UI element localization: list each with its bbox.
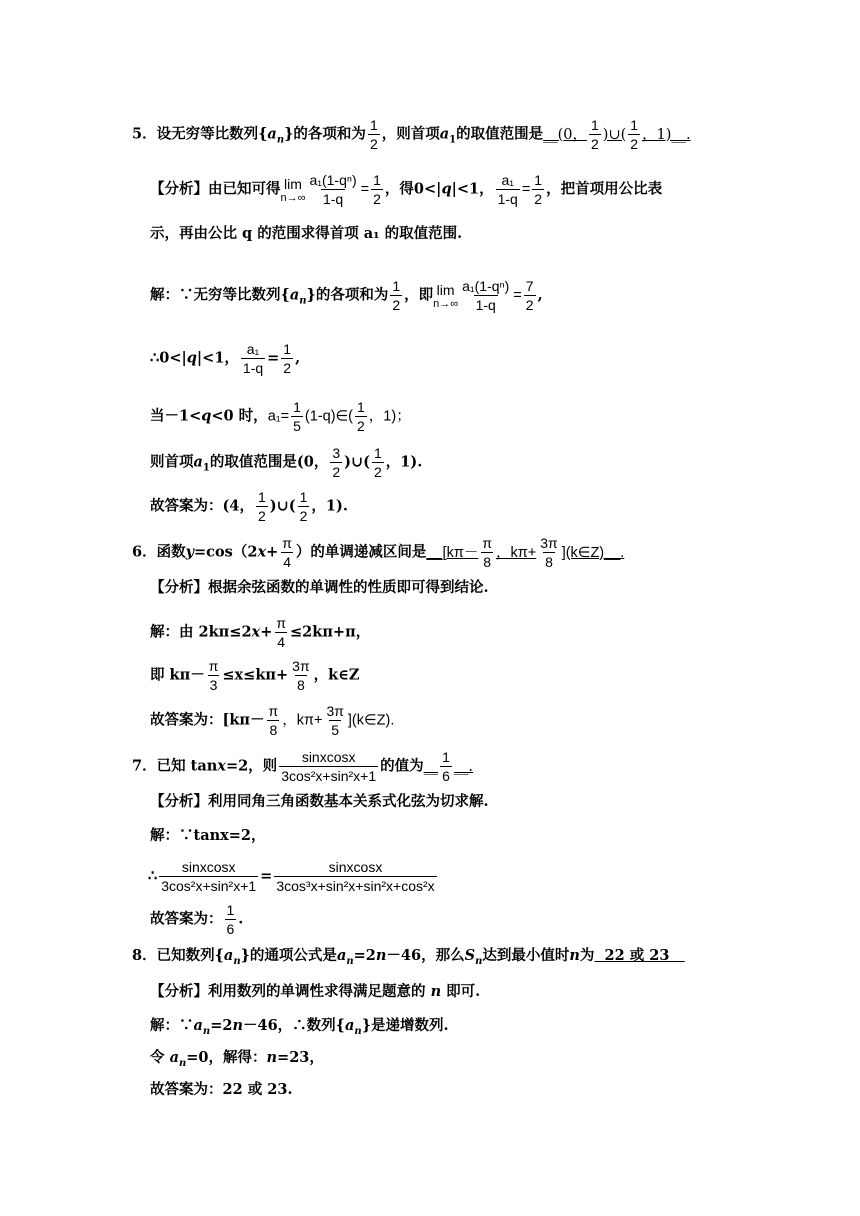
q5-solution-2: ∴0<|q|<1， $\frac{\text{a₁}}{1-q}$ = $\frac{1}{2}$ ,: [150, 341, 301, 376]
q5-analysis-cont: 示，再由公比 q 的范围求得首项 a₁ 的取值范围.: [150, 225, 463, 242]
q8-final-answer: 故答案为：22 或 23.: [150, 1081, 293, 1098]
q5-final-answer: 故答案为：(4， $\frac{1}{2}$ )∪( $\frac{1}{2}$ ，1).: [150, 489, 348, 524]
q6-solution-2: 即 kπ－ $\frac{\pi}{3}$ ≤x≤kπ+ $\frac{3\pi}{8}$ ，k∈Z: [150, 658, 360, 693]
q5-solution-4: 则首项$a_1$的取值范围是(0， $\frac{3}{2}$ )∪( $\frac{1}{2}$ ，1).: [150, 445, 423, 480]
q8-solution-1: 解：$\because a_n=2n-46$，∴数列$\{a_n\}$是递增数列.: [150, 1017, 449, 1037]
q7-final-answer: 故答案为： $\frac{1}{6}$ .: [150, 902, 244, 937]
q5-solution-3: 当－1<q<0 时，a₁= $\frac{1}{5}$ (1-q)∈( $\frac{1}{2}$ ，1)；: [150, 399, 411, 434]
q5-stem: 5．设无穷等比数列$\{a_n\}$的各项和为 $\frac{1}{2}$ ，则首项$a_1$的取值范围是__(0， $\frac{1}{2}$ )∪( $\frac{1}{2}$ ，1)__.: [132, 117, 691, 152]
q7-analysis: 【分析】利用同角三角函数基本关系式化弦为切求解.: [150, 793, 489, 810]
q6-solution-1: 解：由 2kπ≤2x+ $\frac{\pi}{4}$ ≤2kπ+π，: [150, 615, 371, 650]
q8-stem: 8．已知数列$\{a_n\}$的通项公式是$a_n=2n-46$，那么$S_n$达到最小值时n为 22 或 23: [132, 947, 685, 967]
q5-analysis: 【分析】由已知可得 lim n→∞ $\frac{\text{a₁(1-qⁿ)}}{1-q}$ = $\frac{1}{2}$ ，得0<|q|<1， $\frac{\text{a₁}}{1-q}$ = $\frac{1}{2}$ ，把首项用公比表: [150, 172, 663, 207]
q8-analysis: 【分析】利用数列的单调性求得满足题意的 n 即可.: [150, 983, 481, 1000]
q7-answer: __ $\frac{1}{6}$ __.: [423, 749, 474, 784]
q6-stem: 6．函数y=cos（2x+ $\frac{\pi}{4}$ ）的单调递减区间是__[kπ－ $\frac{\pi}{8}$ ，kπ+ $\frac{3\pi}{8}$ ](k∈Z)__.: [132, 535, 625, 571]
q6-analysis: 【分析】根据余弦函数的单调性的性质即可得到结论.: [150, 579, 489, 596]
q8-solution-2: 令 $a_n=0$，解得：n=23，: [150, 1049, 324, 1069]
q7-solution-1: 解：∵tanx=2，: [150, 827, 266, 844]
q6-final-answer: 故答案为：[kπ－ $\frac{\pi}{8}$ ，kπ+ $\frac{3\pi}{5}$ ](k∈Z).: [150, 703, 395, 738]
q5-answer: __(0， $\frac{1}{2}$ )∪( $\frac{1}{2}$ ，1)__.: [543, 117, 691, 152]
q6-answer: __[kπ－ $\frac{\pi}{8}$ ，kπ+ $\frac{3\pi}{8}$ ](k∈Z)__.: [426, 535, 625, 571]
q5-solution-1: 解：∵无穷等比数列$\{a_n\}$的各项和为 $\frac{1}{2}$ ，即 lim n→∞ $\frac{\text{a₁(1-qⁿ)}}{1-q}$ = $\frac{7}{2}$ ,: [150, 278, 543, 313]
q7-solution-2: ∴ $\frac{\text{sinxcosx}}{\text{3cos²x+sin²x+1}}$ = $\frac{\text{sinxcosx}}{\text{3cos³x+sin²x+sin²x+cos²x}}$: [148, 859, 435, 894]
q8-answer: 22 或 23: [594, 947, 685, 964]
q7-stem: 7．已知 tanx=2，则 $\frac{\text{sinxcosx}}{\text{3cos²x+sin²x+1}}$ 的值为__ $\frac{1}{6}$ __.: [132, 749, 474, 784]
